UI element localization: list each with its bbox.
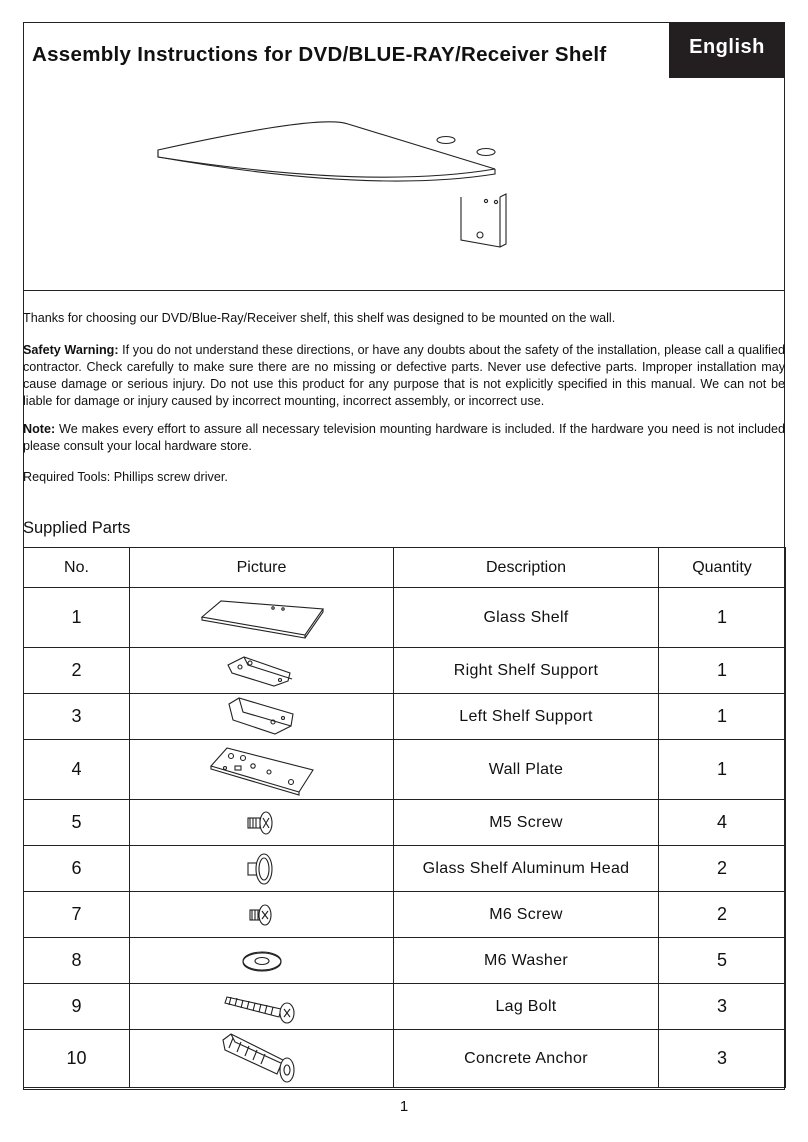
part-description: Concrete Anchor: [394, 1030, 659, 1088]
note-text: We makes every effort to assure all necessary television mounting hardware is included. If the hardware you need is not included please consult your local hardware store.: [23, 422, 785, 453]
part-description: M6 Screw: [394, 892, 659, 938]
table-row: [24, 588, 786, 648]
part-quantity: 2: [659, 892, 786, 938]
part-no: 5: [24, 800, 130, 846]
safety-warning-label: Safety Warning:: [23, 343, 119, 357]
part-description: Glass Shelf: [394, 588, 659, 648]
part-quantity: 1: [659, 588, 786, 648]
part-no: 6: [24, 846, 130, 892]
glass-shelf-icon: [197, 595, 327, 641]
aluminum-head-icon: [242, 851, 282, 887]
part-description: Glass Shelf Aluminum Head: [394, 846, 659, 892]
table-row: [24, 846, 786, 892]
note: [23, 421, 785, 455]
part-quantity: 5: [659, 938, 786, 984]
wall-plate-icon: [207, 744, 317, 796]
table-row: [24, 694, 786, 740]
lag-bolt-icon: [221, 989, 303, 1025]
table-row: [24, 740, 786, 800]
part-description: Lag Bolt: [394, 984, 659, 1030]
part-description: Wall Plate: [394, 740, 659, 800]
language-badge: English: [669, 22, 785, 78]
table-row: [24, 648, 786, 694]
right-shelf-support-icon: [222, 653, 302, 689]
note-label: Note:: [23, 422, 56, 436]
part-quantity: 1: [659, 694, 786, 740]
part-description: Left Shelf Support: [394, 694, 659, 740]
header-no: No.: [24, 548, 130, 588]
section-divider: [23, 290, 785, 291]
concrete-anchor-icon: [217, 1032, 307, 1086]
part-no: 7: [24, 892, 130, 938]
intro-thanks: Thanks for choosing our DVD/Blue-Ray/Receiver shelf, this shelf was designed to be mounted on the wall.: [23, 311, 616, 325]
part-no: 8: [24, 938, 130, 984]
part-description: M5 Screw: [394, 800, 659, 846]
m5-screw-icon: [242, 808, 282, 838]
table-row: [24, 800, 786, 846]
table-row: [24, 938, 786, 984]
part-no: 1: [24, 588, 130, 648]
part-no: 3: [24, 694, 130, 740]
parts-table-header: [24, 548, 786, 588]
part-quantity: 4: [659, 800, 786, 846]
shelf-illustration-icon: [150, 112, 510, 252]
part-description: M6 Washer: [394, 938, 659, 984]
required-tools: Required Tools: Phillips screw driver.: [23, 470, 228, 484]
part-no: 4: [24, 740, 130, 800]
header-picture: Picture: [130, 548, 394, 588]
header-description: Description: [394, 548, 659, 588]
parts-table: [23, 547, 786, 1088]
supplied-parts-heading: Supplied Parts: [23, 519, 131, 537]
part-quantity: 3: [659, 1030, 786, 1088]
left-shelf-support-icon: [221, 696, 303, 738]
table-row: [24, 892, 786, 938]
part-description: Right Shelf Support: [394, 648, 659, 694]
part-no: 2: [24, 648, 130, 694]
part-quantity: 1: [659, 648, 786, 694]
washer-icon: [240, 948, 284, 974]
page-title: Assembly Instructions for DVD/BLUE-RAY/Receiver Shelf: [32, 43, 607, 66]
part-quantity: 3: [659, 984, 786, 1030]
safety-warning-text: If you do not understand these directions, or have any doubts about the safety of the installation, please call a qualified contractor. Check carefully to make sure there are no missing or defective parts. Never use defective parts. Improper installation may cause damage or serious injury. Do not use this product for any purpose that is not explicitly specified in this manual. We can not be liable for damage or injury caused by incorrect mounting, incorrect assembly, or incorrect use.: [23, 343, 785, 408]
part-quantity: 1: [659, 740, 786, 800]
safety-warning: [23, 342, 785, 410]
part-no: 9: [24, 984, 130, 1030]
part-no: 10: [24, 1030, 130, 1088]
header-quantity: Quantity: [659, 548, 786, 588]
m6-screw-icon: [242, 900, 282, 930]
page-number: 1: [399, 1098, 409, 1115]
table-row: [24, 1030, 786, 1088]
table-row: [24, 984, 786, 1030]
part-quantity: 2: [659, 846, 786, 892]
